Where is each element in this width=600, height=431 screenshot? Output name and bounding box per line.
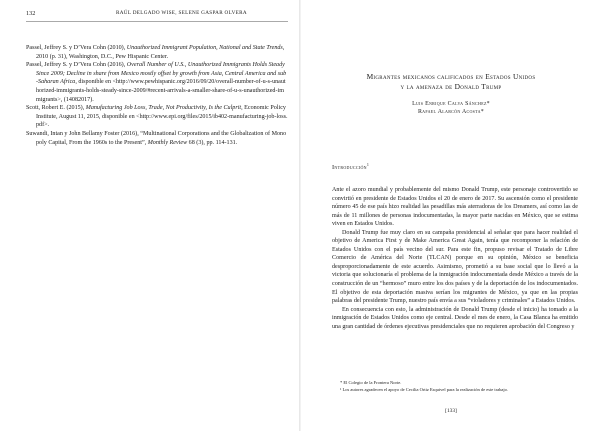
body-text <box>332 186 578 331</box>
footnotes <box>332 380 578 393</box>
left-running-title: RAÚL DELGADO WISE, SELENE GASPAR OLVERA <box>116 10 247 16</box>
body-paragraph: En consecuencia con esto, la administración de Donald Trump (desde el inicio) ha tomado a la inmigración de Estados Unidos como eje central. Desde el mes de enero, la Casa Blanca ha emitido una gran cantidad de órdenes ejecutivas presidenciales que no requieren aprobación del Congreso y <box>332 306 578 330</box>
page-gutter <box>299 0 301 431</box>
reference-item: Scott, Robert E. (2015), Manufacturing Job Loss, Trade, Not Productivity, Is the Culprit, Economic Policy Institute, August 11, 2015, disponible en <http://www.epi.org/files/2015/ib402-manufacturing-job-loss.pdf>. <box>26 105 288 129</box>
left-page <box>26 10 288 147</box>
article-title-line-1: Migrantes mexicanos calificados en Estados Unidos <box>366 72 536 81</box>
article-title <box>324 72 578 92</box>
footnote: ¹ Los autores agradecen el apoyo de Cecilia Ortiz Esquivel para la realización de este trabajo. <box>340 386 509 392</box>
author-name: Luis Enrique Calva Sánchez* <box>412 101 490 107</box>
reference-item: Passel, Jeffrey S. y D’Vera Cohn (2016), Overall Number of U.S., Unauthorized Immigrants Holds Steady Since 2009; Decline in share from Mexico mostly offset by growth from Asia, Central America and sub-Saharan Africa, disponible en <http://www.pewhispanic.org/2016/09/20/overall-number-of-u-s-unauthorized-immigrants-holds-steady-since-2009/#recent-arrivals-a-smaller-share-of-u-s-unauthorized-immigrants>, (14082017). <box>26 62 287 103</box>
right-page-number: [133] <box>445 408 457 414</box>
left-running-head <box>26 10 288 22</box>
reference-list <box>26 44 288 147</box>
footnote-marker: 1 <box>366 162 370 167</box>
right-page <box>324 0 578 431</box>
footnote: * El Colegio de la Frontera Norte. <box>340 380 402 385</box>
section-heading-text: Introducción <box>332 164 367 172</box>
left-page-number: 132 <box>26 10 36 17</box>
reference-item: Suwandi, Intan y John Bellamy Foster (2016), “Multinational Corporations and the Globalization of Monopoly Capital, From the 1960s to the Present”, Monthly Review 68 (3), pp. 114-131. <box>26 130 287 146</box>
article-authors <box>324 100 578 116</box>
author-name: Rafael Alarcón Acosta* <box>417 109 485 115</box>
reference-item: Passel, Jeffrey S. y D’Vera Cohn (2010), Unauthorized Immigrant Population, National and State Trends, 2010 (p. 31), Washington, D.C., Pew Hispanic Center. <box>26 45 285 60</box>
body-paragraph: Ante el azoro mundial y probablemente del mismo Donald Trump, este personaje controvertido se convirtió en presidente de Estados Unidos el 20 de enero de 2017. Su ascensión como el presidente número 45 de ese país hizo realidad las pesadillas más aterradoras de los Dreamers, así como las de más de 11 millones de personas indocumentadas, la mayor parte nacidas en México, que se estima viven en Estados Unidos. <box>332 187 578 228</box>
article-title-line-2: y la amenaza de Donald Trump <box>400 82 502 91</box>
section-heading <box>332 162 369 171</box>
body-paragraph: Donald Trump fue muy claro en su campaña presidencial al señalar que para hacer realidad el objetivo de America First y de Make America Great Again, tenía que recomponer la relación de Estados Unidos con el país vecino del sur. Para este fin, propuso revisar el Tratado de Libre Comercio de América del Norte (TLCAN) porque en su opinión, México se beneficia desproporcionadamente de este acuerdo. Asimismo, prometió a su base social que lo llevó a la victoria que solucionaría el problema de la inmigración indocumentada desde México a través de la construcción de un “hermoso” muro entre los dos países y de la deportación de los indocumentados. El objetivo de esta deportación masiva serían los migrantes de México, ya que en las propias palabras del presidente Trump, nuestro país envía a sus “violadores y criminales” a Estados Unidos. <box>332 229 578 305</box>
